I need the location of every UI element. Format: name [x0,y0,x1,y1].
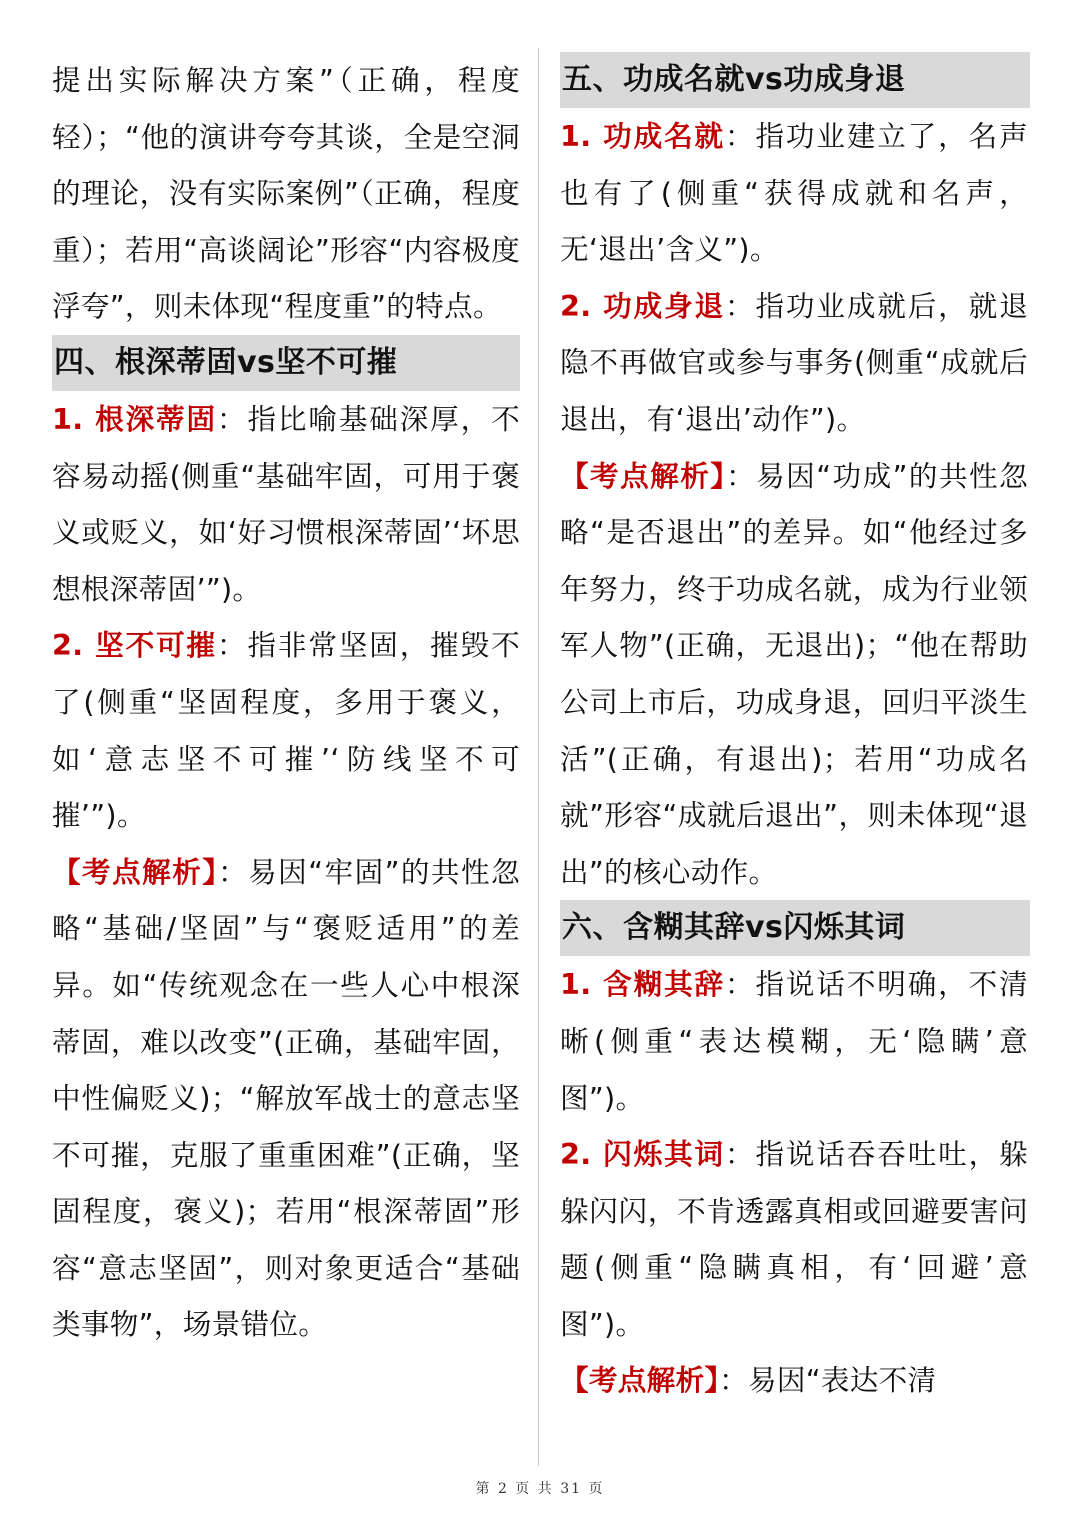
section4-item2-term: 2. 坚不可摧 [52,628,217,663]
section6-item1 [560,956,1028,1126]
section6-item1-term: 1. 含糊其辞 [560,967,725,1002]
section4-item1 [52,391,520,617]
column-divider [538,48,539,1466]
section4-analysis-label: 【考点解析】 [52,854,219,889]
section5-body [560,108,1028,900]
continued-text: 提出实际解决方案”（正确，程度轻）；“他的演讲夸夸其谈，全是空洞的理论，没有实际案例”（正确，程度重）；若用“高谈阔论”形容“内容极度浮夸”，则未体现“程度重”的特点。 [52,63,520,324]
section6-analysis-text: ：易因“表达不清 [719,1363,937,1398]
section5-item2-text: ：指功业成就后，就退隐不再做官或参与事务(侧重“成就后退出，有‘退出’动作”)。 [560,288,1028,436]
section6-item2 [560,1126,1028,1352]
section5-item1 [560,108,1028,278]
section4-item1-term: 1. 根深蒂固 [52,401,217,436]
section6-analysis [560,1352,1028,1409]
section4-item2-text: ：指非常坚固，摧毁不了(侧重“坚固程度，多用于褒义，如‘意志坚不可摧’‘防线坚不可摧’”)。 [52,628,520,833]
section4-body [52,391,520,1353]
section6-item1-text: ：指说话不明确，不清晰(侧重“表达模糊，无‘隐瞒’意图”)。 [560,967,1028,1115]
section5-item1-term: 1. 功成名就 [560,119,725,153]
section6-item2-term: 2. 闪烁其词 [560,1137,725,1172]
section4-heading: 四、根深蒂固vs坚不可摧 [52,335,520,391]
section5-analysis [560,448,1028,901]
right-column [560,52,1028,1409]
left-column [52,52,520,1353]
section6-body [560,956,1028,1409]
section5-analysis-text: ：易因“功成”的共性忽略“是否退出”的差异。如“他经过多年努力，终于功成名就，成为行业领军人物”(正确，无退出)；“他在帮助公司上市后，功成身退，回归平淡生活”(正确，有退出)；若用“功成名就”形容“成就后退出”，则未体现“退出”的核心动作。 [560,458,1028,889]
section5-analysis-label: 【考点解析】 [560,458,727,493]
section5-heading: 五、功成名就vs功成身退 [560,52,1030,108]
section5-item1-text: ：指功业建立了，名声也有了(侧重“获得成就和名声，无‘退出’含义”)。 [560,119,1028,267]
section6-analysis-label: 【考点解析】 [560,1363,720,1398]
continued-paragraph [52,52,520,335]
section6-item2-text: ：指说话吞吞吐吐，躲躲闪闪，不肯透露真相或回避要害问题(侧重“隐瞒真相，有‘回避’意图”)。 [560,1137,1028,1341]
section4-analysis-text: ：易因“牢固”的共性忽略“基础/坚固”与“褒贬适用”的差异。如“传统观念在一些人心中根深蒂固，难以改变”(正确，基础牢固，中性偏贬义)；“解放军战士的意志坚不可摧，克服了重重困难”(正确，坚固程度，褒义)；若用“根深蒂固”形容“意志坚固”，则对象更适合“基础类事物”，场景错位。 [52,854,520,1342]
section6-heading: 六、含糊其辞vs闪烁其词 [560,900,1030,956]
page-footer: 第 2 页 共 31 页 [475,1481,605,1497]
section5-item2-term: 2. 功成身退 [560,288,725,323]
section5-item2 [560,278,1028,448]
section4-item2 [52,617,520,843]
section4-analysis [52,844,520,1353]
section4-item1-text: ：指比喻基础深厚，不容易动摇(侧重“基础牢固，可用于褒义或贬义，如‘好习惯根深蒂固’‘坏思想根深蒂固’”)。 [52,401,520,606]
